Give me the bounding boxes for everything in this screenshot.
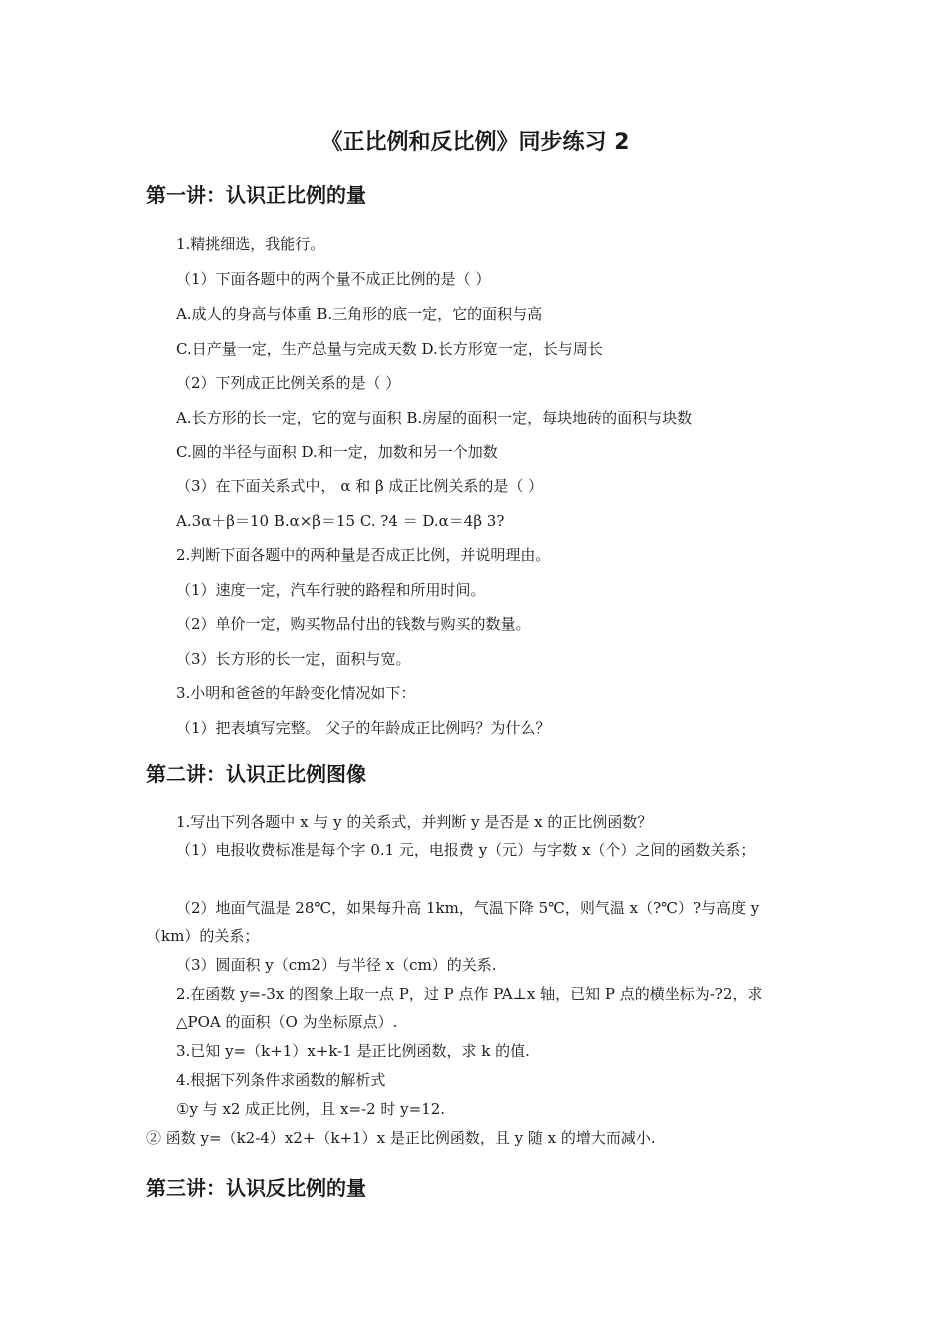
s2-question-1: 1.写出下列各题中 x 与 y 的关系式，并判断 y 是否是 x 的正比例函数？ [176,813,653,831]
document-title: 《正比例和反比例》同步练习 2 [320,130,630,155]
s1-q1-2-options-ab: A.长方形的长一定，它的宽与面积 B.房屋的面积一定，每块地砖的面积与块数 [176,409,693,427]
s1-question-1-3: （3）在下面关系式中， α 和 β 成正比例关系的是（ ） [176,477,544,495]
s2-question-1-3: （3）圆面积 y（cm2）与半径 x（cm）的关系. [176,956,497,974]
s1-question-2-3: （3）长方形的长一定，面积与宽。 [176,650,411,668]
s2-question-4-2: ② 函数 y=（k2-4）x2+（k+1）x 是正比例函数，且 y 随 x 的增大而减小. [146,1129,656,1147]
s2-question-3: 3.已知 y=（k+1）x+k-1 是正比例函数，求 k 的值. [176,1042,530,1060]
s1-question-2-1: （1）速度一定，汽车行驶的路程和所用时间。 [176,581,486,599]
s1-q1-2-options-cd: C.圆的半径与面积 D.和一定，加数和另一个加数 [176,443,498,461]
s2-question-1-2-cont: （km）的关系； [146,927,260,945]
s1-q1-3-options: A.3α＋β＝10 B.α×β＝15 C. ?4 ＝ D.α＝4β 3? [176,512,505,530]
s1-question-1: 1.精挑细选，我能行。 [176,235,326,253]
section-3-heading: 第三讲：认识反比例的量 [146,1176,366,1200]
s1-question-2-2: （2）单价一定，购买物品付出的钱数与购买的数量。 [176,615,531,633]
s1-question-1-1: （1）下面各题中的两个量不成正比例的是（ ） [176,270,491,288]
s1-q1-1-options-ab: A.成人的身高与体重 B.三角形的底一定，它的面积与高 [176,305,543,323]
s1-q1-1-options-cd: C.日产量一定，生产总量与完成天数 D.长方形宽一定，长与周长 [176,340,603,358]
s2-question-4: 4.根据下列条件求函数的解析式 [176,1071,386,1089]
s2-question-1-1: （1）电报收费标准是每个字 0.1 元，电报费 y（元）与字数 x（个）之间的函数关系； [176,841,756,859]
s1-question-1-2: （2）下列成正比例关系的是（ ） [176,374,401,392]
section-2-heading: 第二讲：认识正比例图像 [146,762,366,786]
s1-question-3-1: （1）把表填写完整。 父子的年龄成正比例吗？为什么？ [176,719,551,737]
s1-question-2: 2.判断下面各题中的两种量是否成正比例，并说明理由。 [176,546,551,564]
s2-question-2-cont: △POA 的面积（O 为坐标原点）. [176,1013,398,1031]
section-1-heading: 第一讲：认识正比例的量 [146,183,366,207]
s1-question-3: 3.小明和爸爸的年龄变化情况如下： [176,684,416,702]
s2-question-1-2: （2）地面气温是 28℃，如果每升高 1km，气温下降 5℃，则气温 x（?℃）?与高度 y [176,899,760,917]
s2-question-2: 2.在函数 y=-3x 的图象上取一点 P，过 P 点作 PA⊥x 轴，已知 P 点的横坐标为-?2，求 [176,985,763,1003]
s2-question-4-1: ①y 与 x2 成正比例，且 x=-2 时 y=12. [176,1100,446,1118]
